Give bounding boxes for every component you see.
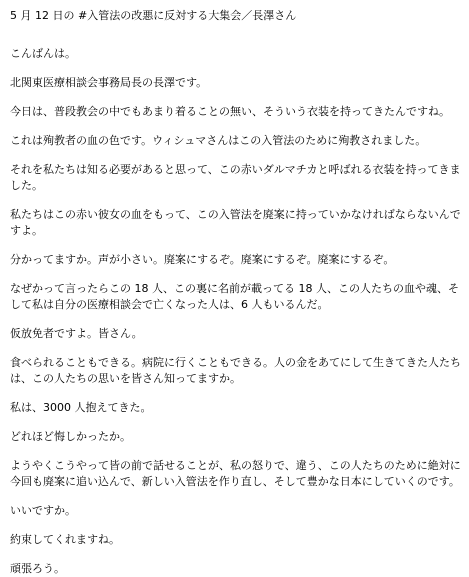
paragraph: これは殉教者の血の色です。ウィシュマさんはこの入管法のために殉教されました。 — [10, 134, 427, 147]
paragraph: 今日は、普段教会の中でもあまり着ることの無い、そういう衣装を持ってきたんですね。 — [10, 105, 450, 118]
paragraph: 約束してくれますね。 — [10, 533, 120, 546]
paragraph: 食べられることもできる。病院に行くこともできる。人の金をあてにして生きてきた人たちは、この人たちの思いを皆さん知ってますか。 — [10, 356, 461, 385]
paragraph: 私は、3000 人抱えてきた。 — [10, 401, 152, 414]
paragraph: どれほど悔しかったか。 — [10, 430, 131, 443]
document-title: 5 月 12 日の #入管法の改悪に反対する大集会／長澤さん — [10, 9, 297, 22]
paragraph: それを私たちは知る必要があると思って、この赤いダルマチカと呼ばれる衣装を持ってきました。 — [10, 163, 461, 192]
document-body — [10, 46, 463, 577]
paragraph: 分かってますか。声が小さい。廃案にするぞ。廃案にするぞ。廃案にするぞ。 — [10, 253, 395, 266]
paragraph: こんばんは。 — [10, 47, 76, 60]
paragraph: ようやくこうやって皆の前で話せることが、私の怒りで、違う、この人たちのために絶対に今回も廃案に追い込んで、新しい入管法を作り直し、そして豊かな日本にしていくのです。 — [10, 459, 461, 488]
paragraph: なぜかって言ったらこの 18 人、この裏に名前が載ってる 18 人、この人たちの血や魂、そして私は自分の医療相談会で亡くなった人は、6 人もいるんだ。 — [10, 282, 459, 311]
paragraph: 私たちはこの赤い彼女の血をもって、この入管法を廃案に持っていかなければならないんですよ。 — [10, 208, 461, 237]
paragraph: 頑張ろう。 — [10, 562, 65, 575]
paragraph: いいですか。 — [10, 504, 76, 517]
paragraph: 仮放免者ですよ。皆さん。 — [10, 327, 143, 340]
paragraph: 北関東医療相談会事務局長の長澤です。 — [10, 76, 208, 89]
